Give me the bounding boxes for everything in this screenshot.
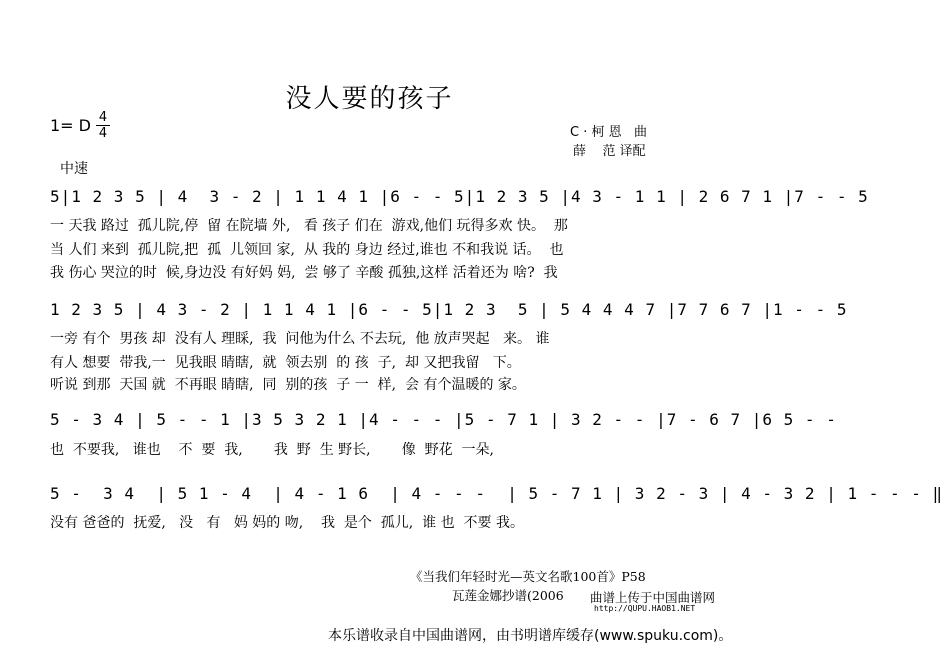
lyric-line-1-verse-1: 一 天我 路过 孤儿院,停 留 在院墙 外, 看 孩子 们在 游戏,他们 玩得多欢 快。 那 [50, 218, 568, 234]
lyric-line-2-verse-1: 一旁 有个 男孩 却 没有人 理睬, 我 问他为什么 不去玩, 他 放声哭起 来。 谁 [50, 331, 550, 347]
lyric-line-3-verse-1: 也 不要我, 谁也 不 要 我, 我 野 生 野长, 像 野花 一朵, [50, 442, 495, 458]
bottom-source-line: 本乐谱收录自中国曲谱网，由书明谱库缓存(www.spuku.com)。 [328, 628, 733, 644]
composer-credit: C · 柯 恩 曲 [570, 125, 648, 140]
source-book: 《当我们年轻时光—英文名歌100首》P58 [410, 569, 646, 584]
time-signature [96, 111, 110, 140]
notation-line-4: 5 - 3 4 | 5 1 - 4 | 4 - 1 6 | 4 - - - | 5 - 7 1 | 3 2 - 3 | 4 - 3 2 | 1 - - - ‖ [50, 484, 943, 503]
watermark-text: 曲谱上传于中国曲谱网 [590, 590, 716, 605]
tempo-marking: 中速 [60, 161, 88, 177]
time-signature-bottom: 4 [98, 126, 108, 141]
lyric-line-2-verse-2: 有人 想要 带我,一 见我眼 睛瞎, 就 领去别 的 孩 子, 却 又把我留 下。 [50, 355, 521, 371]
notation-line-2: 1 2 3 5 | 4 3 - 2 | 1 1 4 1 |6 - - 5|1 2 3 5 | 5 4 4 4 7 |7 7 6 7 |1 - - 5 [50, 300, 848, 319]
notation-line-1: 5|1 2 3 5 | 4 3 - 2 | 1 1 4 1 |6 - - 5|1 2 3 5 |4 3 - 1 1 | 2 6 7 1 |7 - - 5 [50, 187, 869, 206]
lyric-line-1-verse-2: 当 人们 来到 孤儿院,把 孤 儿领回 家, 从 我的 身边 经过,谁也 不和我说 话。 也 [50, 242, 564, 258]
time-signature-top: 4 [98, 110, 108, 125]
translator-credit: 薛 范 译配 [573, 144, 646, 159]
notation-line-3: 5 - 3 4 | 5 - - 1 |3 5 3 2 1 |4 - - - |5 - 7 1 | 3 2 - - |7 - 6 7 |6 5 - - [50, 410, 837, 429]
lyric-line-2-verse-3: 听说 到那 天国 就 不再眼 睛瞎, 同 别的孩 子 一 样, 会 有个温暖的 家。 [50, 377, 526, 393]
lyric-line-1-verse-3: 我 伤心 哭泣的时 候,身边没 有好妈 妈, 尝 够了 辛酸 孤独,这样 活着还为 啥? 我 [50, 265, 558, 281]
copyist-note: 瓦莲金娜抄谱(2006 [452, 588, 564, 603]
watermark-url: http://QUPU.HAOB1.NET [594, 604, 696, 613]
song-title: 没人要的孩子 [285, 84, 454, 114]
key-signature: 1= D [50, 116, 91, 135]
lyric-line-4-verse-1: 没有 爸爸的 抚爱, 没 有 妈 妈的 吻, 我 是个 孤儿, 谁 也 不要 我。 [50, 515, 524, 531]
